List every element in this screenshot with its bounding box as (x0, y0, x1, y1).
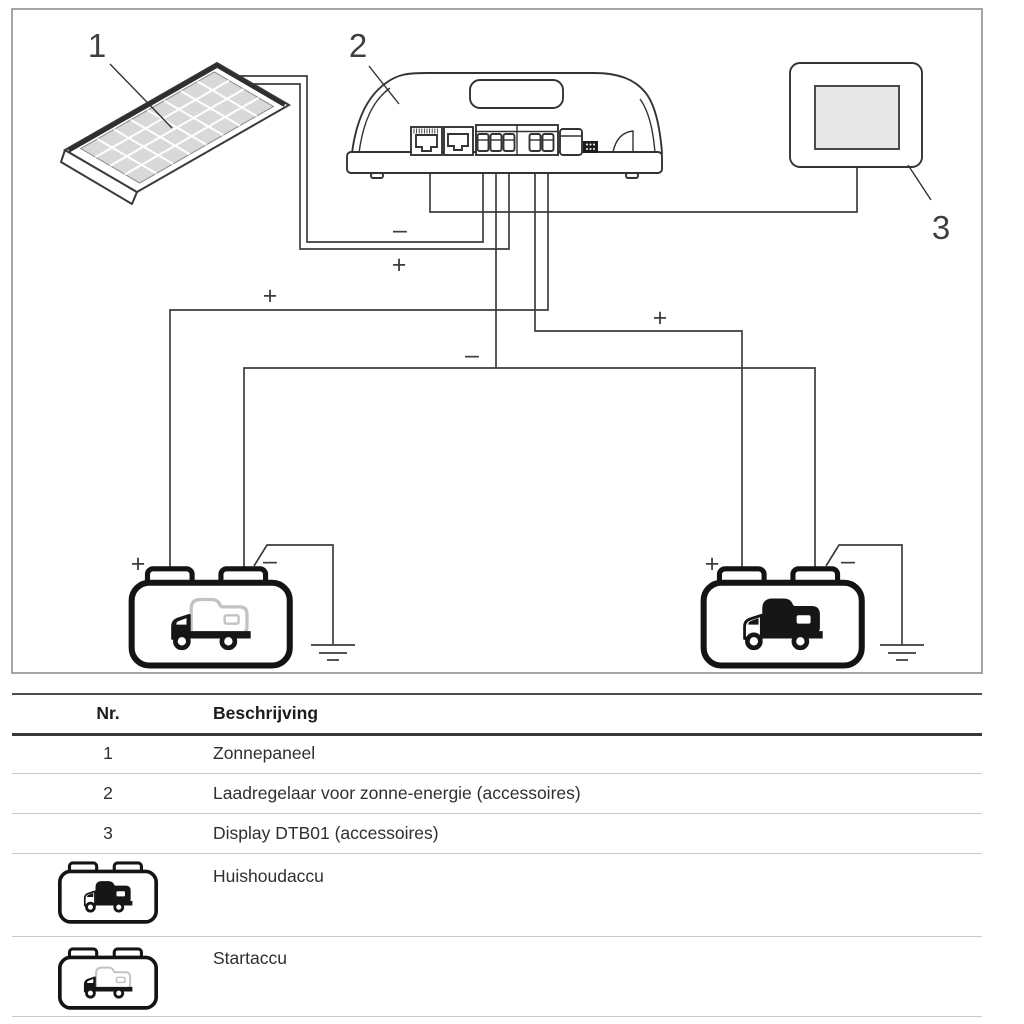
solar-plus-label: + (391, 251, 407, 279)
column-header-nr: Nr. (96, 703, 120, 723)
rj-port (411, 127, 442, 155)
callout-2: 2 (348, 27, 368, 64)
table-row-nr: 1 (103, 743, 113, 763)
starter-battery-plus-label: + (130, 550, 146, 578)
common-minus-wire (244, 155, 815, 568)
table-row-description: Huishoudaccu (213, 866, 324, 886)
solar-panel (61, 63, 289, 204)
starter-battery-minus-label: – (263, 547, 277, 575)
starter-plus-wire (170, 155, 548, 568)
common-minus-label: – (465, 341, 479, 369)
household-plus-wire (535, 155, 742, 568)
household-battery-plus-label: + (704, 550, 720, 578)
starter-battery-icon (57, 947, 159, 1011)
household-battery-minus-label: – (841, 547, 855, 575)
dip-connector (583, 141, 598, 153)
terminal-block (476, 125, 558, 155)
table-row-nr: 2 (103, 783, 113, 803)
household-plus-label: + (652, 304, 668, 332)
column-header-description: Beschrijving (213, 703, 319, 723)
callout-3: 3 (931, 209, 951, 246)
table-row-description: Zonnepaneel (213, 743, 316, 763)
fuse-holder (560, 129, 582, 155)
table-row-description: Display DTB01 (accessoires) (213, 823, 439, 843)
rj-port (444, 127, 473, 155)
charge-controller (347, 73, 662, 178)
household-battery-icon (57, 861, 159, 925)
polarity-labels (131, 216, 855, 578)
table-rule (12, 1016, 982, 1017)
controller-top-recess (470, 80, 563, 108)
table-rule (12, 936, 982, 937)
display-unit (790, 63, 922, 167)
table-row-description: Startaccu (213, 948, 287, 968)
table-rule (12, 733, 982, 736)
table-rule (12, 773, 982, 774)
solar-minus-label: – (393, 216, 407, 244)
table-rule (12, 693, 982, 695)
household-battery-icon (704, 569, 862, 666)
starter-plus-label: + (262, 282, 278, 310)
starter-battery-icon (132, 569, 290, 666)
display-screen (815, 86, 899, 149)
table-rule (12, 813, 982, 814)
callout-1: 1 (87, 27, 107, 64)
table-row-nr: 3 (103, 823, 113, 843)
table-row-description: Laadregelaar voor zonne-energie (accessoires) (213, 783, 581, 803)
table-rule (12, 853, 982, 854)
